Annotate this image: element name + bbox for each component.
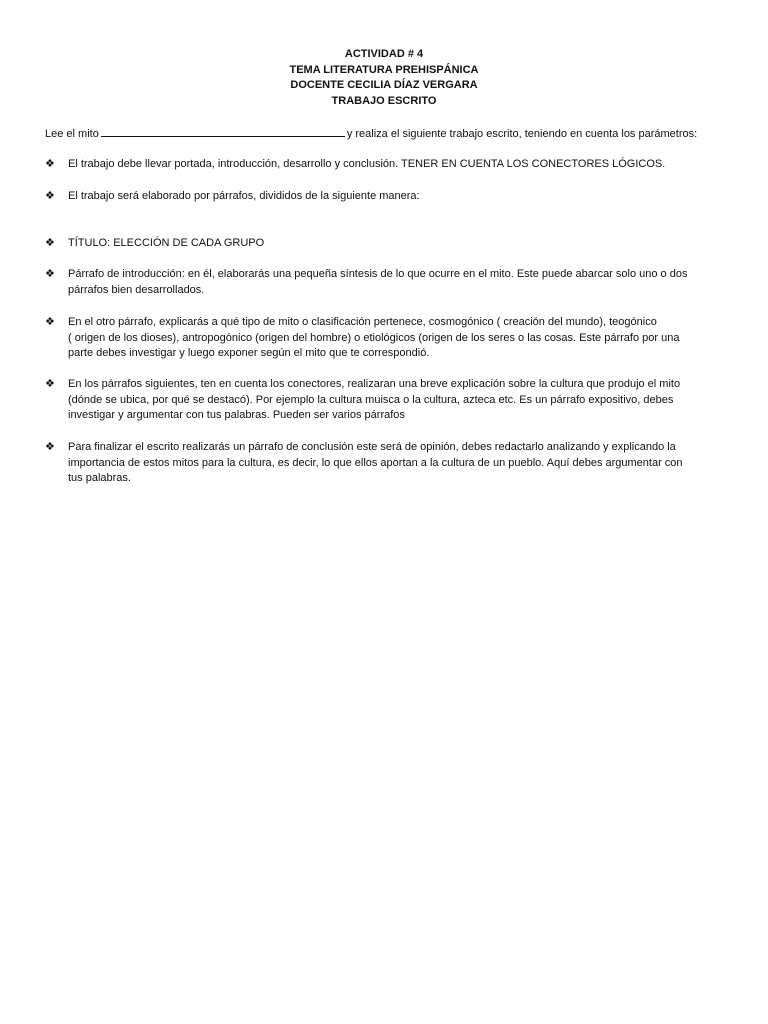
intro-paragraph bbox=[45, 126, 735, 142]
bullet-item bbox=[45, 157, 725, 173]
diamond-bullet-icon: ❖ bbox=[45, 316, 55, 328]
bullet-item bbox=[45, 236, 725, 252]
diamond-bullet-icon: ❖ bbox=[45, 268, 55, 280]
teacher-name: DOCENTE CECILIA DÍAZ VERGARA bbox=[290, 79, 478, 91]
bullet-line: investigar y argumentar con tus palabras. Pueden ser varios párrafos bbox=[68, 409, 405, 421]
bullet-item bbox=[45, 189, 725, 205]
document-header bbox=[0, 47, 768, 109]
bullet-line: Párrafo de introducción: en él, elaborarás una pequeña síntesis de lo que ocurre en el mito. Este puede abarcar solo uno o dos bbox=[68, 268, 688, 280]
bullet-line: párrafos bien desarrollados. bbox=[68, 283, 205, 296]
diamond-bullet-icon: ❖ bbox=[45, 378, 55, 390]
bullet-line: TÍTULO: ELECCIÓN DE CADA GRUPO bbox=[68, 237, 265, 249]
bullet-line: En el otro párrafo, explicarás a qué tipo de mito o clasificación pertenece, cosmogónico ( creación del mundo), teogónico bbox=[68, 316, 657, 328]
activity-title: ACTIVIDAD # 4 bbox=[344, 48, 424, 60]
bullet-line: tus palabras. bbox=[68, 472, 131, 484]
bullet-line: En los párrafos siguientes, ten en cuenta los conectores, realizaran una breve explicación sobre la cultura que produjo el mito bbox=[68, 378, 681, 390]
diamond-bullet-icon: ❖ bbox=[45, 158, 55, 170]
bullet-line: importancia de estos mitos para la cultura, es decir, lo que ellos aportan a la cultura de un pueblo. Aquí debes argumentar con bbox=[68, 456, 683, 469]
bullet-item bbox=[45, 377, 725, 424]
bullet-item bbox=[45, 440, 725, 487]
bullet-line: El trabajo será elaborado por párrafos, divididos de la siguiente manera: bbox=[68, 190, 420, 202]
bullet-item bbox=[45, 267, 725, 298]
diamond-bullet-icon: ❖ bbox=[45, 237, 55, 249]
intro-text-after: y realiza el siguiente trabajo escrito, teniendo en cuenta los parámetros: bbox=[346, 128, 698, 140]
diamond-bullet-icon: ❖ bbox=[45, 190, 55, 202]
bullet-line: parte debes investigar y luego exponer según el mito que te correspondió. bbox=[68, 347, 430, 359]
bullet-line: ( origen de los dioses), antropogónico (origen del hombre) o etiológicos (origen de los seres o las cosas. Este párrafo por una bbox=[68, 331, 680, 344]
bullet-line: El trabajo debe llevar portada, introducción, desarrollo y conclusión. TENER EN CUENTA LOS CONECTORES LÓGICOS. bbox=[68, 158, 666, 170]
bullet-line: Para finalizar el escrito realizarás un párrafo de conclusión este será de opinión, debes redactarlo analizando y explicando la bbox=[68, 441, 676, 453]
topic-title: TEMA LITERATURA PREHISPÁNICA bbox=[289, 63, 479, 76]
assignment-type: TRABAJO ESCRITO bbox=[331, 94, 437, 107]
bullet-line: (dónde se ubica, por qué se destacó). Por ejemplo la cultura muisca o la cultura, azteca etc. Es un párrafo expositivo, debes bbox=[68, 393, 674, 406]
myth-name-blank bbox=[101, 126, 345, 137]
bullet-item bbox=[45, 315, 725, 362]
intro-text-before: Lee el mito bbox=[45, 128, 99, 140]
diamond-bullet-icon: ❖ bbox=[45, 441, 55, 453]
